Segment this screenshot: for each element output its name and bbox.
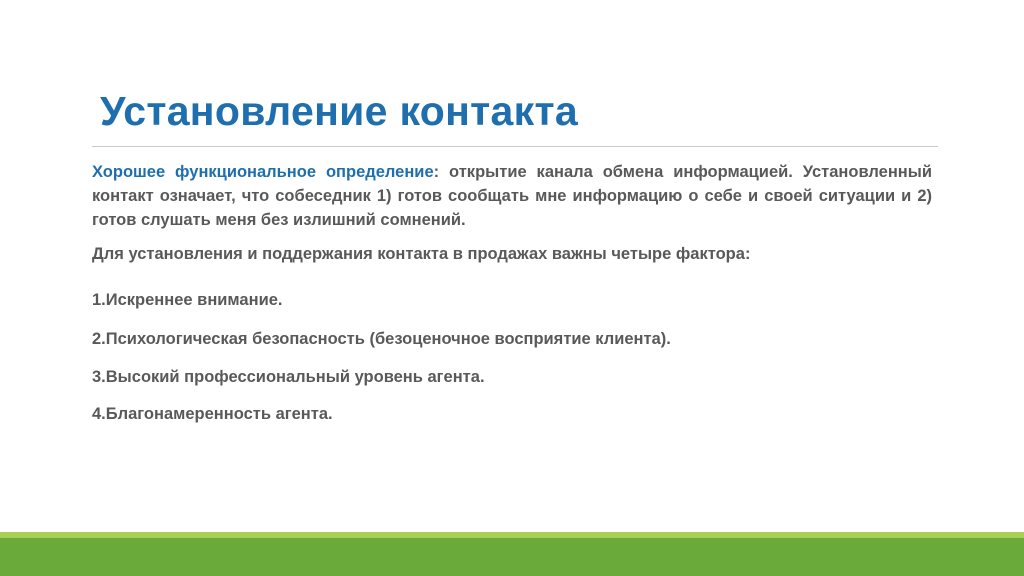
factor-item-4: 4.Благонамеренность агента. — [92, 405, 333, 423]
factor-item-3: 3.Высокий профессиональный уровень агента. — [92, 368, 485, 386]
definition-label: Хорошее функциональное определение — [92, 163, 434, 181]
slide-title: Установление контакта — [100, 88, 578, 134]
factor-item-1: 1.Искреннее внимание. — [92, 291, 283, 309]
footer-band — [0, 538, 1024, 576]
title-divider — [92, 146, 938, 147]
definition-text: : открытие канала обмена информацией. Установленный контакт означает, что собеседник 1) готов сообщать мне информацию о себе и своей ситуации и 2) готов слушать меня без излишний сомнений. — [92, 163, 933, 229]
definition-paragraph — [92, 160, 932, 232]
factors-intro: Для установления и поддержания контакта в продажах важны четыре фактора: — [92, 245, 751, 263]
slide-body — [92, 160, 933, 423]
factor-item-2: 2.Психологическая безопасность (безоценочное восприятие клиента). — [92, 330, 671, 348]
